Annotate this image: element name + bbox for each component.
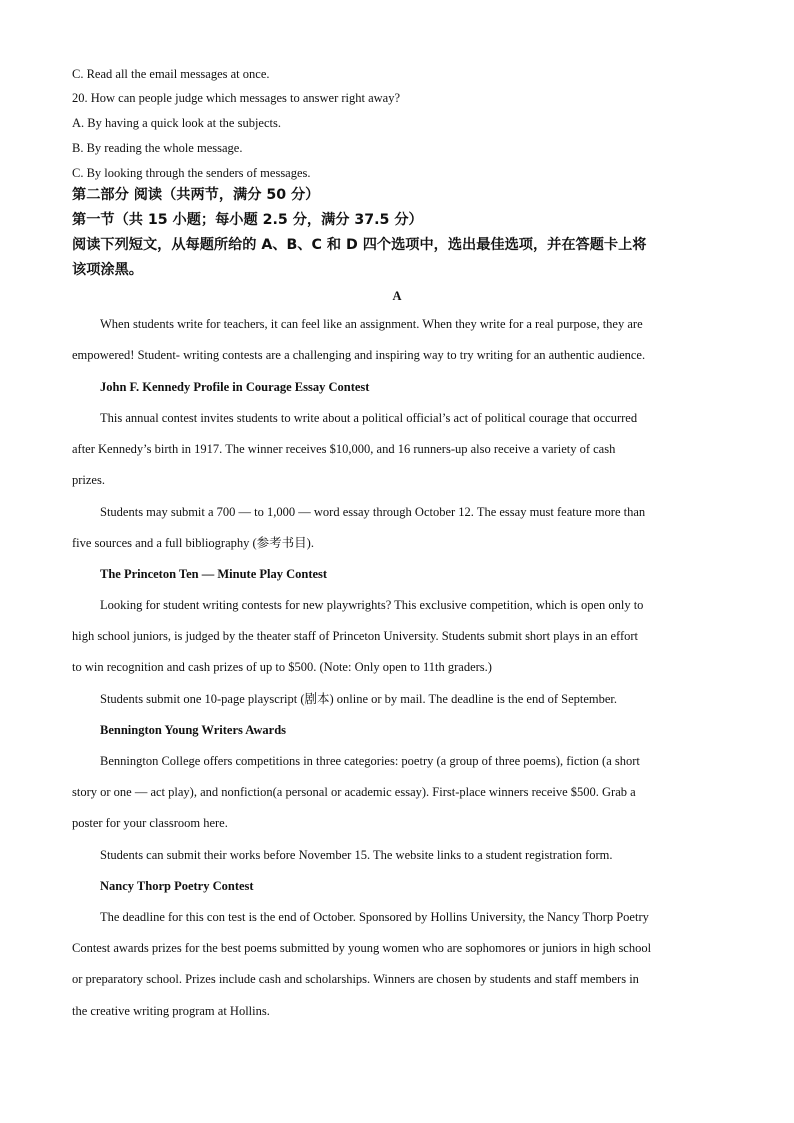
intro-line-1: When students write for teachers, it can feel like an assignment. When they write for a real purpose, they are [100,317,643,331]
q20-option-a: A. By having a quick look at the subjects. [72,116,281,130]
instruction-line-2: 该项涂黑。 [72,262,143,278]
paragraph-line: Students can submit their works before November 15. The website links to a student registration form. [100,848,613,862]
contest-title-nancy-thorp: Nancy Thorp Poetry Contest [100,879,254,893]
paragraph-line: five sources and a full bibliography (参考书目). [72,536,314,550]
paragraph-line: or preparatory school. Prizes include cash and scholarships. Winners are chosen by students and staff members in [72,972,639,986]
q20-stem: 20. How can people judge which messages to answer right away? [72,91,401,105]
paragraph-line: The deadline for this con test is the end of October. Sponsored by Hollins University, the Nancy Thorp Poetry [100,910,649,924]
q19-option-c: C. Read all the email messages at once. [72,67,270,81]
paragraph-line: to win recognition and cash prizes of up to $500. (Note: Only open to 11th graders.) [72,660,492,674]
contest-title-princeton: The Princeton Ten — Minute Play Contest [100,567,328,581]
contest-title-bennington: Bennington Young Writers Awards [100,723,287,737]
paragraph-line: story or one — act play), and nonfiction(a personal or academic essay). First-place winners receive $500. Grab a [72,785,636,799]
instruction-line-1: 阅读下列短文，从每题所给的 A、B、C 和 D 四个选项中，选出最佳选项，并在答题卡上将 [72,237,647,253]
paragraph-line: Looking for student writing contests for new playwrights? This exclusive competition, which is open only to [100,598,644,612]
paragraph-line: poster for your classroom here. [72,816,228,830]
section1-header: 第一节（共 15 小题；每小题 2.5 分，满分 37.5 分） [72,212,423,228]
q20-option-b: B. By reading the whole message. [72,141,243,155]
paragraph-line: after Kennedy’s birth in 1917. The winner receives $10,000, and 16 runners-up also receive a variety of cash [72,442,616,456]
paragraph-line: This annual contest invites students to write about a political official’s act of political courage that occurred [100,411,638,425]
paragraph-line: Contest awards prizes for the best poems submitted by young women who are sophomores or juniors in high school [72,941,652,955]
paragraph-line: Students may submit a 700 — to 1,000 — word essay through October 12. The essay must feature more than [100,505,646,519]
part2-header: 第二部分 阅读（共两节，满分 50 分） [72,187,320,203]
passage-letter: A [392,289,402,303]
intro-line-2: empowered! Student- writing contests are a challenging and inspiring way to try writing for an authentic audience. [72,348,646,362]
paragraph-line: high school juniors, is judged by the theater staff of Princeton University. Students submit short plays in an effort [72,629,639,643]
q20-option-c: C. By looking through the senders of messages. [72,166,311,180]
paragraph-line: prizes. [72,473,105,487]
paragraph-line: the creative writing program at Hollins. [72,1004,270,1018]
paragraph-line: Students submit one 10-page playscript (剧本) online or by mail. The deadline is the end of September. [100,692,618,706]
contest-title-jfk: John F. Kennedy Profile in Courage Essay Contest [100,380,370,394]
paragraph-line: Bennington College offers competitions in three categories: poetry (a group of three poems), fiction (a short [100,754,640,768]
